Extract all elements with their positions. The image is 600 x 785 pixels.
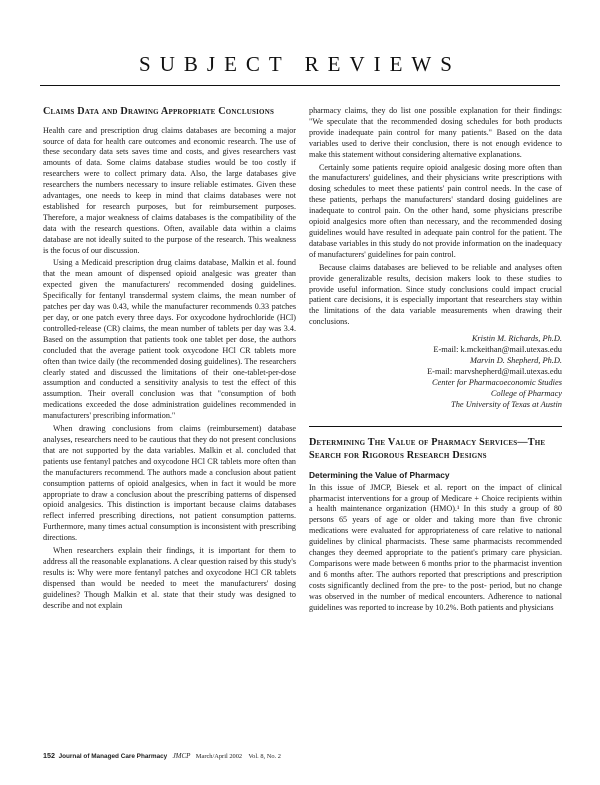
left-column [43,106,296,611]
author-name: Kristin M. Richards, Ph.D. [471,334,562,344]
page-footer [43,751,281,760]
page-number: 152 [43,751,55,760]
section-heading-claims-data: Claims Data and Drawing Appropriate Conclusions [43,106,275,117]
journal-name: Journal of Managed Care Pharmacy [58,753,168,760]
paragraph: When drawing conclusions from claims (reimbursement) database analyses, researchers need to be cautious that they do not present conclusions that are not supported by the data variables. Malkin et al. concluded that patients use fentanyl patches and oxycodone HCl CR tablets more often than the manufacturers recommend. The authors made a conclusion about patient consumption patterns of opioid analgesics, when in fact it would be more appropriate to draw a conclusion about the prescribing patterns of dispensed opioid analgesics. This distinction is important because claims databases reflect inferred prescribing directions, not patient consumption patterns. Furthermore, many times actual consumption is inconsistent with prescribing directions. [43,424,296,543]
author-email: E-mail: marvshepherd@mail.utexas.edu [427,366,562,376]
paragraph: Certainly some patients require opioid analgesic dosing more often than the manufacturers' guidelines, and their physicians write prescriptions with dosing schedules to meet these patients' pain control needs. In the case of these patients, perhaps the manufacturers' standard dosing guidelines are inadequate to control pain. On the other hand, some physicians prescribe opioid analgesics more often than necessary, and the recommended dosing guidelines would have resulted in adequate pain control for the patient. The database variables in this study do not provide information on the inadequacy of manufacturers' guidelines for pain control. [309,162,562,259]
author-email: E-mail: k.mckeithan@mail.utexas.edu [433,345,562,355]
paragraph: When researchers explain their findings, it is important for them to address all the reasonable explanations. A clear question raised by this study's results is: Why were more fentanyl patches and oxycodone HCl CR tablets dispensed than would be needed to meet the manufacturers' dosing guidelines? Though Malkin et al. state that their study was designed to describe and not explain [43,546,296,610]
page-title: SUBJECT REVIEWS [139,52,461,76]
subheading: Determining the Value of Pharmacy [309,469,450,480]
paragraph: pharmacy claims, they do list one possible explanation for their findings: "We speculate that the recommended dosing schedules for both products provide inadequate pain control for many patients." Based on the data variables used to derive their conclusion, there is not enough evidence to make this statement without considering alternative explanations. [309,106,562,159]
paragraph: In this issue of JMCP, Biesek et al. report on the impact of clinical pharmacist interventions for a group of Medicare + Choice recipients within a health maintenance organization (HMO).¹ In this study a group of 80 persons 65 years of age or older and taking more than five chronic medications were evaluated for appropriateness of care relative to national guidelines by clinical pharmacists. These same pharmacists recommended changes they deemed appropriate to the patient's primary care physician. Comparisons were made between 6 months prior to the pharmacist invention and 6 months after. The authors reported that prescriptions and prescription costs significantly declined from the pre- to the post- period, but no change was observed in the number of medical encounters. Adherence to national guidelines was reported to increase by 10.2%. Both patients and physicians [309,482,562,612]
affiliation: The University of Texas at Austin [451,399,562,409]
right-column [309,106,562,614]
section-divider [309,426,562,427]
affiliation: College of Pharmacy [490,388,562,398]
header-rule [40,85,560,86]
affiliation: Center for Pharmacoeconomic Studies [431,377,562,387]
paragraph: Using a Medicaid prescription drug claims database, Malkin et al. found that the mean amount of dispensed opioid analgesic was greater than expected given the manufacturers' recommended dosing guidelines. Specifically for fentanyl transdermal system claims, the mean number of patches per day was 0.43, while the manufacturer recommends 0.33 patches per day, or one patch every three days. For oxycodone hydrochloride (HCl) controlled-release (CR) claims, the mean number of tablets per day was 3.4. Based on the assumption that patients took one tablet per dose, the authors concluded that the average patient took oxycodone HCl CR tablets more often than twice daily (the recommended dosing guidelines). The researchers clearly stated and discussed the limitations of their one-tablet-per-dose assumption and conducted a sensitivity analysis to test the effect of this assumption. Their overall conclusion was that "consumption of both medications exceeded the dose administration guidelines recommended in manufacturers' prescribing information." [43,258,296,421]
section-heading-pharmacy-value: Determining The Value of Pharmacy Services—The Search for Rigorous Research Designs [309,437,546,462]
paragraph: Because claims databases are believed to be reliable and analyses often provide generalizable results, decision makers look to these studies to provide useful information. Since study conclusions could impact crucial patient care decisions, it is especially important that researchers stay within the limitations of the data variable measurements when drawing their conclusions. [309,262,562,327]
journal-abbrev: JMCP [172,752,191,760]
author-signature [309,334,562,410]
author-name: Marvin D. Shepherd, Ph.D. [469,355,562,365]
paragraph: Health care and prescription drug claims databases are becoming a major source of data for health care outcomes and economic research. The use of these secondary data sets saves time and costs, and gives researchers vast amounts of data. Some claims database studies would be too costly if researchers were to collect primary data. Also, the large databases give researchers the numbers necessary to insure reliable estimates. Given these advantages, one needs to keep in mind that claims databases were not established for research purposes, but for reimbursement purposes. Therefore, a major weakness of claims databases is the compatibility of the data with the research questions. Often, available data within a claims database are not ideally suited to the purpose of the research. This weakness is the focus of our discussion. [43,125,296,255]
issue-info: March/April 2002 Vol. 8, No. 2 [195,753,281,760]
